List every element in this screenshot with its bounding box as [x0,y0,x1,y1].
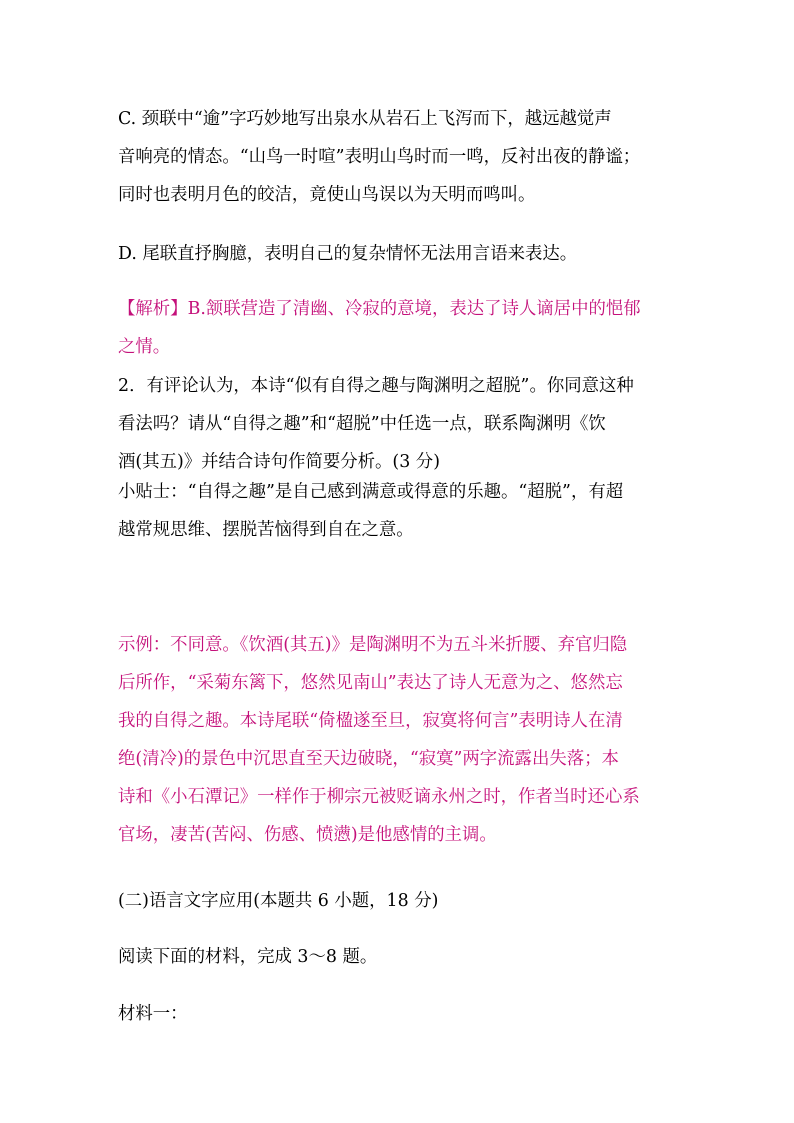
text-line: 2．有评论认为，本诗“似有自得之趣与陶渊明之超脱”。你同意这种 [118,376,634,396]
material-label-text: 材料一： [118,1004,188,1024]
text-line: 后所作，“采菊东篱下，悠然见南山”表达了诗人无意为之、悠然忘 [118,673,623,693]
analysis-paragraph [118,290,684,366]
text-line: 同时也表明月色的皎洁，竟使山鸟误以为天明而鸣叫。 [118,185,536,205]
reading-instruction-text: 阅读下面的材料，完成 3～8 题。 [118,947,378,967]
section-heading [118,882,684,920]
text-line: 之情。 [118,337,171,357]
text-line: 酒(其五)》并结合诗句作简要分析。(3 分) [118,452,440,472]
text-line: 绝(清冷)的景色中沉思直至天边破晓，“寂寞”两字流露出失落；本 [118,749,619,769]
text-line: 看法吗？请从“自得之趣”和“超脱”中任选一点，联系陶渊明《饮 [118,414,606,434]
option-c-paragraph [118,100,684,214]
text-line: 越常规思维、摆脱苦恼得到自在之意。 [118,520,414,540]
text-line: 官场，凄苦(苦闷、伤感、愤懑)是他感情的主调。 [118,825,497,845]
text-line: 【解析】B.颔联营造了清幽、冷寂的意境，表达了诗人谪居中的悒郁 [118,299,641,319]
option-d-paragraph [118,235,684,273]
tip-paragraph [118,473,684,549]
text-line: 诗和《小石潭记》一样作于柳宗元被贬谪永州之时，作者当时还心系 [118,787,640,807]
text-line: C. 颈联中“逾”字巧妙地写出泉水从岩石上飞泻而下，越远越觉声 [118,109,612,129]
text-line: 示例：不同意。《饮酒(其五)》是陶渊明不为五斗米折腰、弃官归隐 [118,635,628,655]
text-line: 我的自得之趣。本诗尾联“倚楹遂至旦，寂寞将何言”表明诗人在清 [118,711,623,731]
material-label [118,995,684,1033]
text-line: D. 尾联直抒胸臆，表明自己的复杂情怀无法用言语来表达。 [118,244,578,264]
example-answer-paragraph [118,626,684,854]
reading-instruction [118,938,684,976]
text-line: 音响亮的情态。“山鸟一时喧”表明山鸟时而一鸣，反衬出夜的静谧； [118,147,641,167]
section-heading-text: (二)语言文字应用(本题共 6 小题，18 分) [118,891,439,911]
text-line: 小贴士：“自得之趣”是自己感到满意或得意的乐趣。“超脱”，有超 [118,482,624,502]
question-2-paragraph [118,367,684,481]
